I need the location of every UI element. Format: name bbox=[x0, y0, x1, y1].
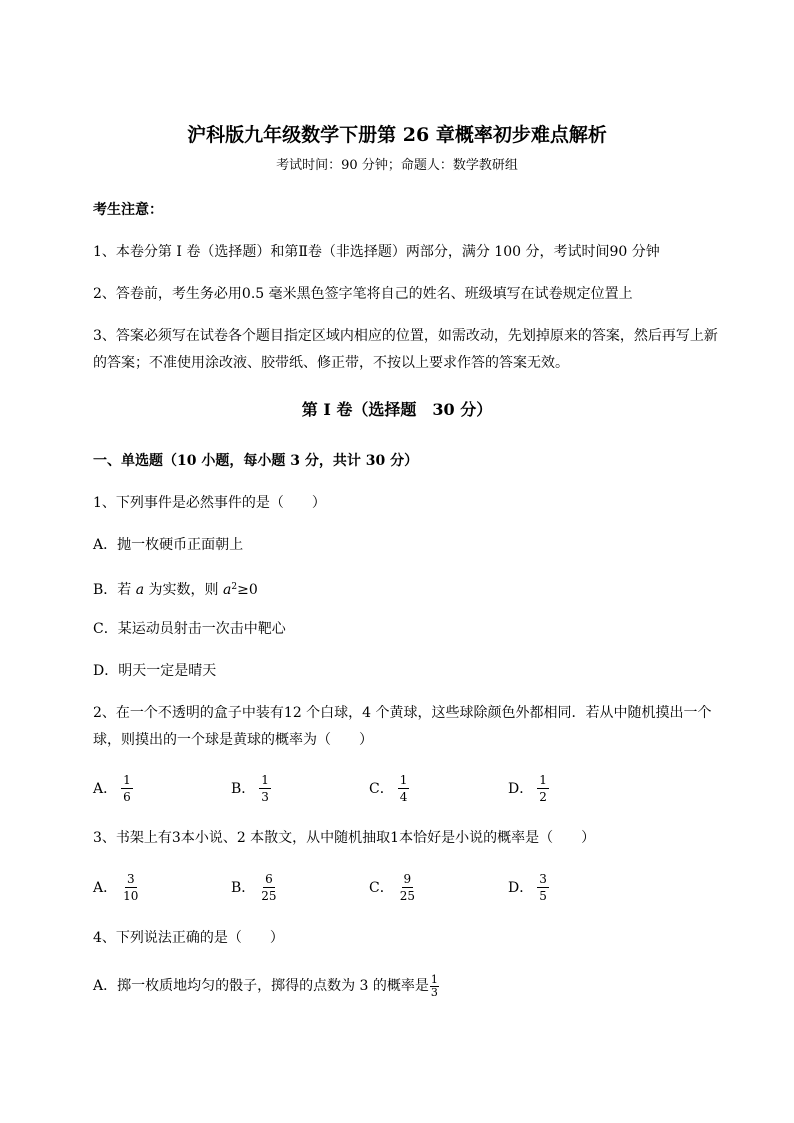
q3-option-c-label: C． bbox=[369, 880, 394, 896]
q3-option-b bbox=[231, 867, 279, 907]
q2-option-c-fraction bbox=[398, 773, 410, 804]
q2-option-c-label: C． bbox=[369, 781, 394, 797]
q1-b-suffix: ≥0 bbox=[237, 582, 258, 598]
q1-b-var2: a bbox=[223, 582, 232, 598]
q1-option-d: D．明天一定是晴天 bbox=[93, 663, 217, 679]
q2-option-b bbox=[231, 768, 271, 808]
q1-b-sup: 2 bbox=[231, 582, 238, 592]
q3-option-d-label: D． bbox=[508, 880, 534, 896]
q1-b-mid: 为实数，则 bbox=[144, 582, 224, 598]
q2-d-den: 2 bbox=[539, 789, 547, 804]
notice-item-3-line-2: 的答案；不准使用涂改液、胶带纸、修正带，不按以上要求作答的答案无效。 bbox=[93, 355, 569, 371]
page-title: 沪科版九年级数学下册第 26 章概率初步难点解析 bbox=[187, 124, 607, 146]
notice-item-3-line-1: 3、答案必须写在试卷各个题目指定区域内相应的位置，如需改动，先划掉原来的答案，然后再写上新 bbox=[93, 328, 718, 344]
q3-option-a-label: A． bbox=[93, 880, 118, 896]
q3-d-den: 5 bbox=[539, 888, 547, 903]
q2-c-den: 4 bbox=[399, 789, 408, 804]
q2-stem-line-2: 球，则摸出的一个球是黄球的概率为（ ） bbox=[93, 732, 373, 748]
page-subtitle: 考试时间：90 分钟；命题人：数学教研组 bbox=[276, 158, 518, 173]
q2-d-num: 1 bbox=[539, 772, 547, 787]
q1-option-a: A．抛一枚硬币正面朝上 bbox=[93, 537, 244, 553]
notice-heading: 考生注意： bbox=[93, 202, 163, 218]
notice-item-2: 2、答卷前，考生务必用0.5 毫米黑色签字笔将自己的姓名、班级填写在试卷规定位置上 bbox=[93, 286, 633, 302]
q2-a-den: 6 bbox=[123, 789, 131, 804]
q2-option-c bbox=[369, 768, 409, 808]
q3-option-a-fraction bbox=[121, 872, 140, 903]
q2-option-a-fraction bbox=[121, 773, 133, 804]
notice-item-1: 1、本卷分第 I 卷（选择题）和第Ⅱ卷（非选择题）两部分，满分 100 分，考试时间90 分钟 bbox=[93, 244, 660, 260]
q3-b-den: 25 bbox=[261, 888, 277, 903]
q4-a-den: 3 bbox=[430, 985, 438, 999]
q1-b-var: a bbox=[135, 582, 145, 598]
q3-option-d bbox=[508, 867, 549, 907]
q2-option-d-fraction bbox=[537, 773, 549, 804]
q3-c-den: 25 bbox=[399, 888, 415, 903]
q4-a-num: 1 bbox=[430, 972, 438, 986]
q3-a-num: 3 bbox=[126, 871, 135, 886]
q1-option-c: C．某运动员射击一次击中靶心 bbox=[93, 621, 286, 637]
part-heading: 一、单选题（10 小题，每小题 3 分，共计 30 分） bbox=[93, 453, 419, 469]
q3-option-b-label: B． bbox=[231, 880, 256, 896]
q2-option-b-label: B． bbox=[231, 781, 256, 797]
q3-b-num: 6 bbox=[265, 871, 273, 886]
q3-option-c bbox=[369, 867, 417, 907]
q4-option-a bbox=[93, 972, 439, 1000]
q3-option-c-fraction bbox=[398, 872, 417, 903]
q1-b-prefix: B．若 bbox=[93, 582, 136, 598]
q3-option-a bbox=[93, 867, 140, 907]
q3-a-den: 10 bbox=[123, 888, 139, 903]
q1-stem: 1、下列事件是必然事件的是（ ） bbox=[93, 495, 326, 511]
section-title: 第 I 卷（选择题 30 分） bbox=[301, 400, 493, 419]
q2-option-d-label: D． bbox=[508, 781, 534, 797]
q1-option-b bbox=[93, 577, 258, 600]
q4-option-a-text: A．掷一枚质地均匀的骰子，掷得的点数为 3 的概率是 bbox=[93, 978, 429, 994]
q3-option-d-fraction bbox=[537, 872, 549, 903]
q2-b-den: 3 bbox=[261, 789, 269, 804]
q2-option-a bbox=[93, 768, 133, 808]
q2-option-d bbox=[508, 768, 549, 808]
q2-b-num: 1 bbox=[261, 772, 269, 787]
q3-d-num: 3 bbox=[539, 871, 547, 886]
q2-a-num: 1 bbox=[123, 772, 131, 787]
q3-stem: 3、书架上有3本小说、2 本散文，从中随机抽取1本恰好是小说的概率是（ ） bbox=[93, 830, 596, 846]
q2-option-b-fraction bbox=[259, 773, 271, 804]
q4-option-a-fraction bbox=[430, 974, 439, 999]
q2-option-a-label: A． bbox=[93, 781, 118, 797]
q3-option-b-fraction bbox=[259, 872, 278, 903]
q3-c-num: 9 bbox=[403, 871, 412, 886]
q4-stem: 4、下列说法正确的是（ ） bbox=[93, 930, 284, 946]
q2-stem-line-1: 2、在一个不透明的盒子中装有12 个白球，4 个黄球，这些球除颜色外都相同．若从中随机摸出一个 bbox=[93, 705, 712, 721]
q2-c-num: 1 bbox=[399, 772, 408, 787]
